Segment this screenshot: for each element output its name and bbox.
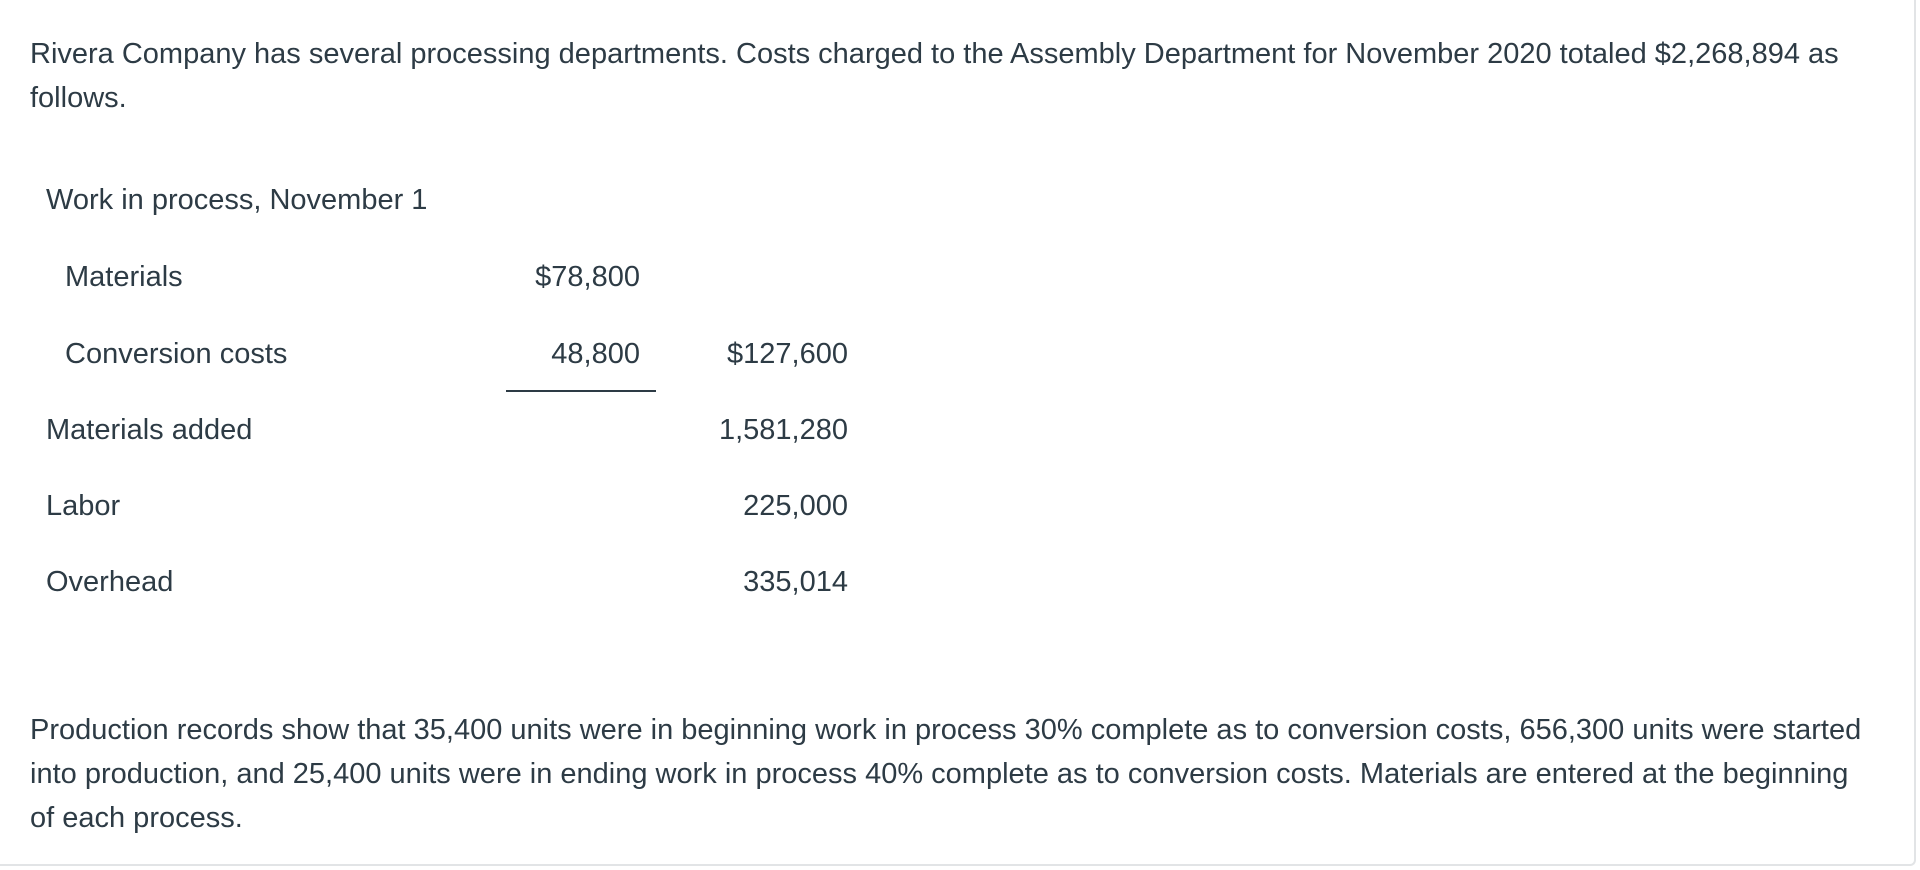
row-conversion-label: Conversion costs: [65, 338, 288, 370]
row-materials-added-total: 1,581,280: [718, 414, 848, 446]
row-conversion-amount: 48,800: [551, 338, 640, 370]
wip-heading: Work in process, November 1: [46, 184, 428, 216]
row-conversion-total: $127,600: [727, 338, 848, 370]
row-materials-amount: $78,800: [535, 261, 640, 293]
row-overhead-label: Overhead: [46, 566, 174, 598]
subtotal-underline: [506, 390, 656, 392]
row-labor-label: Labor: [46, 490, 121, 522]
row-materials-added-label: Materials added: [46, 414, 253, 446]
row-labor-total: 225,000: [743, 490, 848, 522]
cost-table: [0, 0, 900, 620]
row-materials-label: Materials: [65, 261, 183, 293]
closing-paragraph: Production records show that 35,400 units were in beginning work in process 30% complete as to conversion costs, 656,300 units were started into production, and 25,400 units were in ending work in process 40% complete as to conversion costs. Materials are entered at the beginning of each process.: [30, 714, 1862, 834]
intro-paragraph: Rivera Company has several processing departments. Costs charged to the Assembly Department for November 2020 totaled $2,268,894 as follows.: [30, 38, 1839, 114]
row-overhead-total: 335,014: [743, 566, 848, 598]
